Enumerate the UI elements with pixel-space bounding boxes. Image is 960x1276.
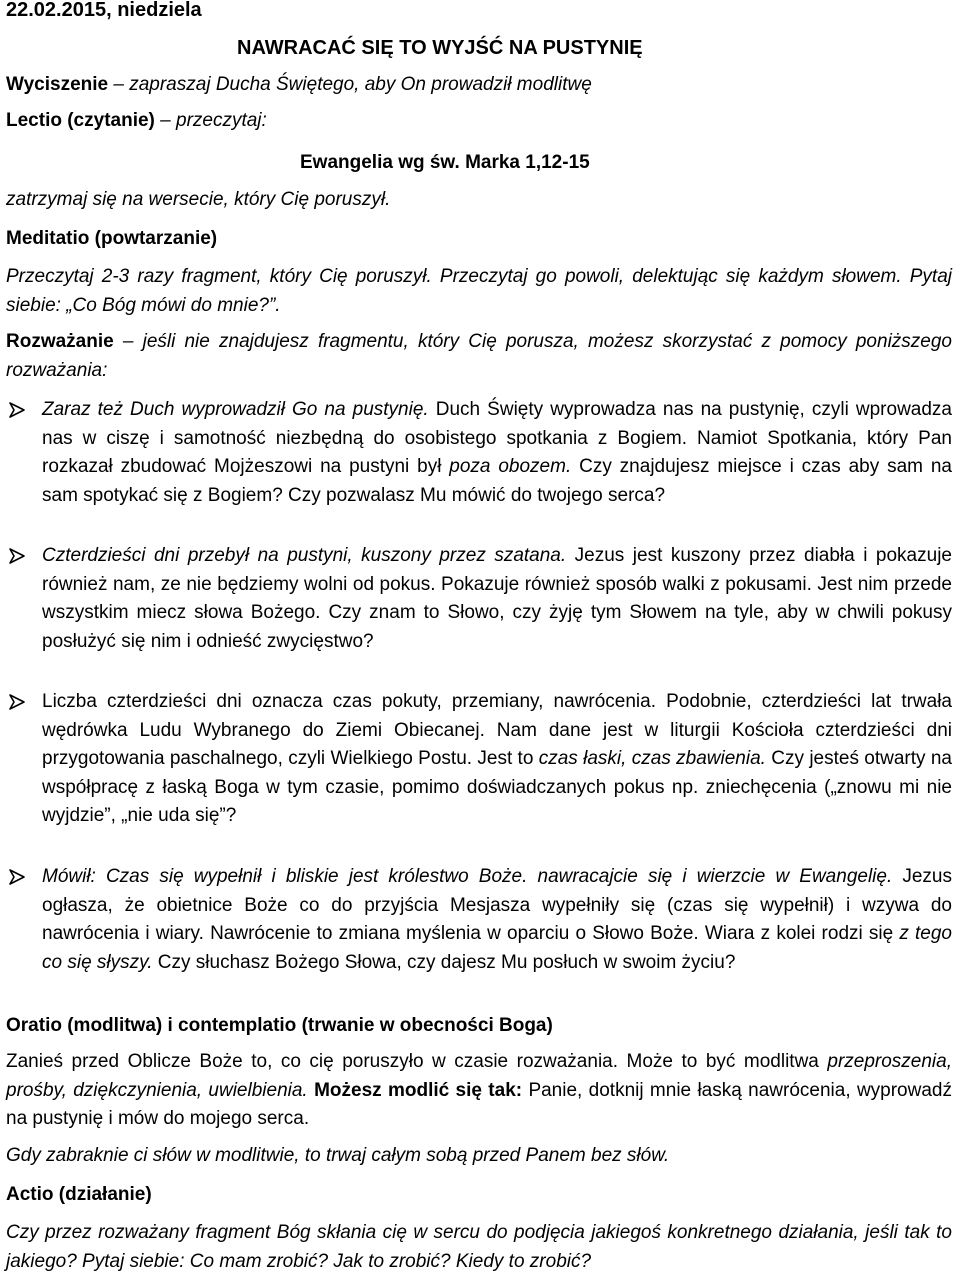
rozwazanie-label: Rozważanie (6, 331, 114, 352)
page-title: NAWRACAĆ SIĘ TO WYJŚĆ NA PUSTYNIĘ (237, 37, 643, 59)
stop-instruction: zatrzymaj się na wersecie, który Cię poruszył. (6, 189, 391, 210)
bullet-item-3 (42, 688, 952, 831)
bullet-3-quote: czas łaski, czas zbawienia. (538, 748, 766, 769)
gospel-reference: Ewangelia wg św. Marka 1,12-15 (300, 152, 590, 173)
lectio-label: Lectio (czytanie) (6, 110, 155, 131)
oratio-heading: Oratio (modlitwa) i contemplatio (trwanie w obecności Boga) (6, 1015, 553, 1036)
silence-text: – zapraszaj Ducha Świętego, aby On prowadził modlitwę (108, 74, 592, 95)
bullet-3-text: Liczba czterdzieści dni oznacza czas pokuty, przemiany, nawrócenia. Podobnie, czterdzieści lat trwała wędrówka Ludu Wybranego do Ziemi Obiecanej. Nam dane jest w liturgii Kościoła czterdzieści dni przygotowania paschalnego, czyli Wielkiego Postu. Jest to (42, 691, 952, 769)
bullet-1-text: Duch Święty wyprowadza nas na pustynię, czyli wprowadza nas w ciszę i samotność niezbędną do osobistego spotkania z Bogiem. Namiot Spotkania, który Pan rozkazał zbudować Mojżeszowi na pustyni był (42, 399, 953, 477)
oratio-italic: przeproszenia, prośby, dziękczynienia, uwielbienia. (6, 1051, 952, 1101)
oratio-bold: Możesz modlić się tak: (307, 1079, 523, 1101)
bullet-2-text: Jezus jest kuszony przez diabła i pokazuje również nam, ze nie będziemy wolni od pokus. Pokazuje również sposób walki z pokusami. Jest nim przede wszystkim miecz słowa Bożego. Czy znam to Słowo, czy żyję tym Słowem na tyle, aby w chwili pokusy posłużyć się nim i odnieść zwycięstwo? (42, 545, 952, 652)
arrow-bullet-icon (8, 547, 26, 565)
rozwazanie-paragraph (6, 328, 952, 385)
bullet-1-quote: Zaraz też Duch wyprowadził Go na pustynię. (42, 399, 429, 420)
arrow-bullet-icon (8, 868, 26, 886)
meditatio-text-a: Przeczytaj 2-3 razy fragment, który Cię poruszył. Przeczytaj go powoli, delektując się każdym słowem. Pytaj siebie: (6, 266, 952, 316)
rozwazanie-text: – jeśli nie znajdujesz fragmentu, który Cię porusza, możesz skorzystać z pomocy poniższego rozważania: (6, 331, 952, 381)
bullet-3-text-2: Czy jesteś otwarty na współpracę z łaską Boga w tym czasie, pomimo doświadczanych pokus np. zniechęcenia („znowu mi nie wyjdzie”, „nie uda się”? (42, 748, 952, 826)
oratio-text-b: Panie, dotknij mnie łaską nawrócenia, wyprowadź na pustynię i mów do mojego serca. (6, 1079, 952, 1129)
bullet-4-text: Jezus ogłasza, że obietnice Boże co do przyjścia Mesjasza wypełniły się (czas się wypełnił) i wzywa do nawrócenia i wiary. Nawrócenie to zmiana myślenia w oparciu o Słowo Boże. Wiara z kolei rodzi się (42, 866, 952, 944)
meditatio-text (6, 263, 952, 320)
bullet-1-text-2: Czy znajdujesz miejsce i czas aby sam na sam spotykać się z Bogiem? Czy pozwalasz Mu mówić do twojego serca? (42, 456, 952, 506)
bullet-4-quote: Mówił: Czas się wypełnił i bliskie jest królestwo Boże. nawracajcie się i wierzcie w Ewangelię. (42, 866, 893, 887)
date-line: 22.02.2015, niedziela (6, 0, 202, 21)
arrow-bullet-icon (8, 401, 26, 419)
arrow-bullet-icon (8, 693, 26, 711)
actio-text: Czy przez rozważany fragment Bóg skłania cię w sercu do podjęcia jakiegoś konkretnego działania, jeśli tak to jakiego? Pytaj siebie: Co mam zrobić? Jak to zrobić? Kiedy to zrobić? (6, 1222, 952, 1272)
meditatio-question: „Co Bóg mówi do mnie?”. (66, 294, 281, 316)
bullet-4-text-2: Czy słuchasz Bożego Słowa, czy dajesz Mu posłuch w swoim życiu? (152, 951, 736, 973)
meditatio-heading: Meditatio (powtarzanie) (6, 228, 218, 249)
lectio-line (6, 108, 267, 134)
actio-heading: Actio (działanie) (6, 1184, 152, 1205)
bullet-1-quote-2: poza obozem. (449, 456, 572, 477)
oratio-text-a: Zanieś przed Oblicze Boże to, co cię poruszyło w czasie rozważania. Może to być modlitwa (6, 1051, 828, 1072)
bullet-item-2 (42, 542, 952, 656)
bullet-item-4 (42, 863, 952, 977)
oratio-paragraph (6, 1048, 952, 1134)
bullet-item-1 (42, 396, 952, 510)
bullet-2-quote: Czterdzieści dni przebył na pustyni, kuszony przez szatana. (42, 545, 567, 566)
oratio-silent-note: Gdy zabraknie ci słów w modlitwie, to trwaj całym sobą przed Panem bez słów. (6, 1145, 670, 1166)
silence-line (6, 72, 592, 98)
silence-label: Wyciszenie (6, 74, 109, 95)
bullet-4-quote-2: z tego co się słyszy. (42, 923, 953, 973)
lectio-text: – przeczytaj: (154, 110, 267, 131)
